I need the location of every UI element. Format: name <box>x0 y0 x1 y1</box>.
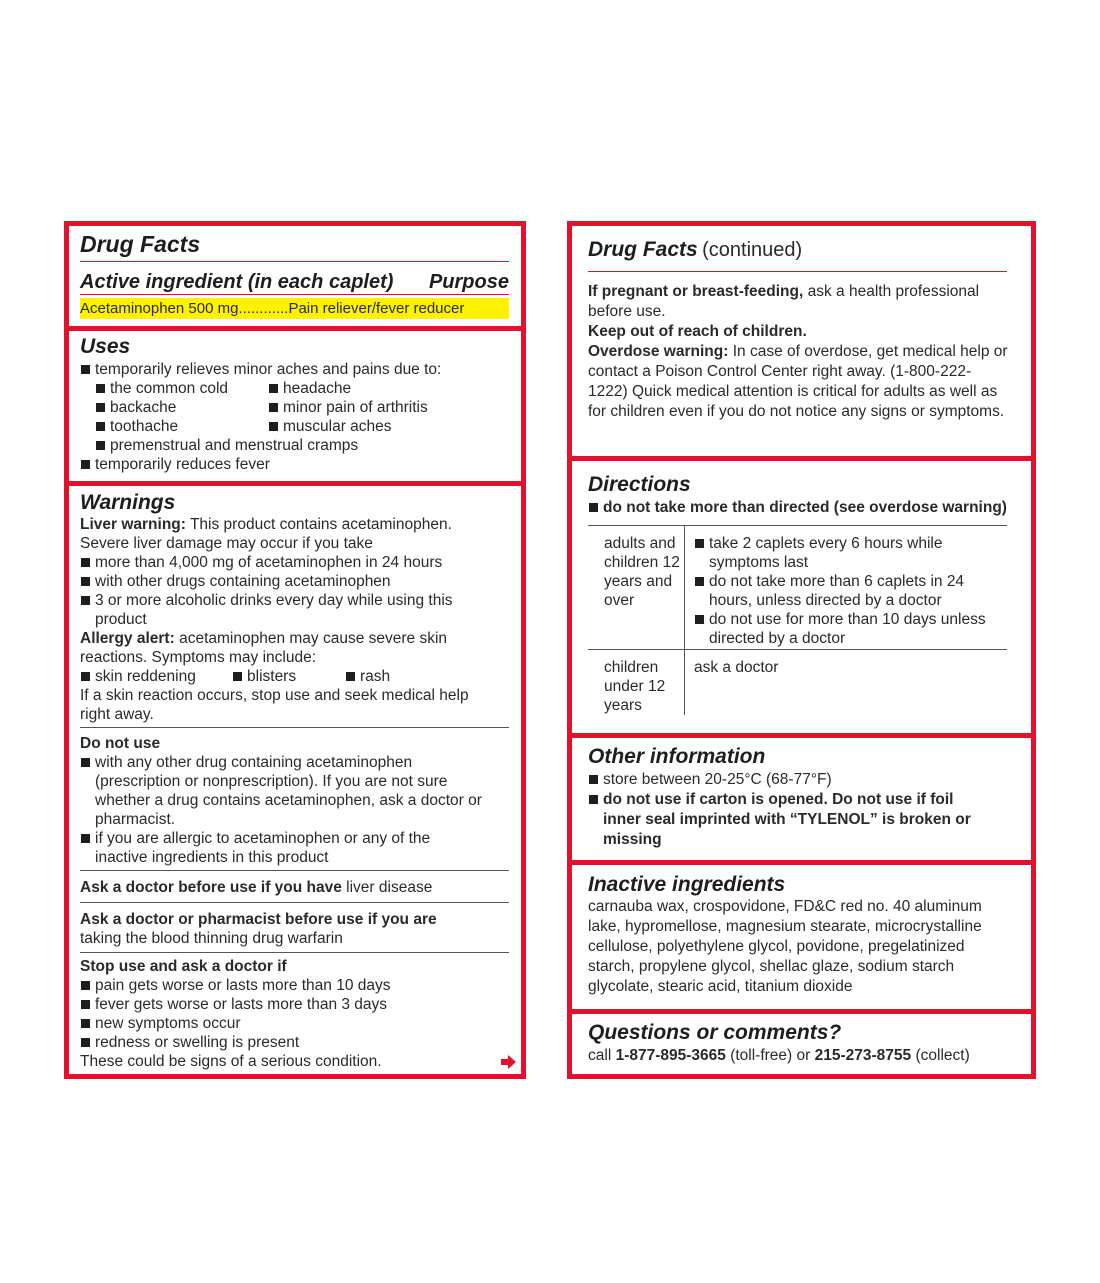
phone-toll-free[interactable]: 1-877-895-3665 <box>615 1047 726 1064</box>
do-not-use-item: with any other drug containing acetaminophen (prescription or nonprescription). If you are not sure whether a drug contains acetaminophen, ask a doctor or pharmacist. <box>80 753 490 829</box>
divider <box>80 261 509 262</box>
drug-facts-title: Drug Facts <box>80 231 201 257</box>
continue-arrow-icon <box>501 1055 517 1069</box>
liver-warning: Liver warning: This product contains acetaminophen. Severe liver damage may occur if you take <box>80 516 452 552</box>
divider <box>80 870 509 871</box>
inactive-ingredients-text: carnauba wax, crospovidone, FD&C red no. 40 aluminum lake, hypromellose, magnesium stearate, microcrystalline cellulose, polyethylene glycol, povidone, pregelatinized starch, propylene glycol, shellac glaze, sodium starch glycolate, stearic acid, titanium dioxide <box>588 898 982 995</box>
use-item: backache <box>95 398 268 417</box>
seal-item: do not use if carton is opened. Do not use if foil inner seal imprinted with “TYLENOL” is broken or missing <box>588 790 978 850</box>
allergy-after: If a skin reaction occurs, stop use and seek medical help right away. <box>80 687 469 723</box>
adults-item: do not take more than 6 caplets in 24 hours, unless directed by a doctor <box>694 572 999 610</box>
divider <box>588 525 1007 526</box>
active-ingredient-line: Acetaminophen 500 mg............Pain reliever/fever reducer <box>80 298 509 319</box>
adults-item: take 2 caplets every 6 hours while symptoms last <box>694 534 999 572</box>
liver-item: more than 4,000 mg of acetaminophen in 24 hours <box>80 553 490 572</box>
divider <box>588 649 1007 650</box>
inactive-ingredients-title: Inactive ingredients <box>588 873 786 896</box>
divider <box>588 271 1007 272</box>
questions-title: Questions or comments? <box>588 1021 842 1044</box>
active-ingredient-header: Active ingredient (in each caplet) <box>80 271 394 293</box>
directions-section <box>572 461 1031 733</box>
inactive-ingredients-section <box>572 865 1031 1009</box>
purpose-header: Purpose <box>428 271 509 293</box>
stop-item: redness or swelling is present <box>80 1033 500 1052</box>
divider <box>80 727 509 728</box>
allergy-item: blisters <box>232 667 345 686</box>
drug-facts-panel-left <box>64 221 526 1079</box>
ask-doctor-line: Ask a doctor before use if you have liver disease <box>80 879 433 896</box>
allergy-alert-label: Allergy alert: <box>80 630 175 647</box>
stop-item: new symptoms occur <box>80 1014 500 1033</box>
liver-warning-label: Liver warning: <box>80 516 186 533</box>
use-item-cramps: premenstrual and menstrual cramps <box>95 436 500 455</box>
allergy-item: skin reddening <box>80 667 232 686</box>
stop-use-title: Stop use and ask a doctor if <box>80 958 287 975</box>
other-information-section <box>572 738 1031 860</box>
allergy-alert: Allergy alert: acetaminophen may cause severe skin reactions. Symptoms may include: <box>80 630 448 666</box>
warnings-section <box>69 486 521 1074</box>
stop-item: pain gets worse or lasts more than 10 days <box>80 976 500 995</box>
other-information-title: Other information <box>588 745 766 768</box>
warnings-title: Warnings <box>80 491 176 514</box>
drug-facts-panel-right <box>567 221 1036 1079</box>
adults-item: do not use for more than 10 days unless directed by a doctor <box>694 610 999 648</box>
active-ingredient-section <box>69 226 521 326</box>
divider <box>80 952 509 953</box>
phone-collect[interactable]: 215-273-8755 <box>814 1047 912 1064</box>
liver-item: with other drugs containing acetaminophen <box>80 572 490 591</box>
directions-title: Directions <box>588 473 691 496</box>
ask-pharmacist-line: Ask a doctor or pharmacist before use if you are taking the blood thinning drug warfarin <box>80 911 437 947</box>
uses-title: Uses <box>80 335 131 358</box>
use-item: toothache <box>95 417 268 436</box>
questions-call-line: call 1-877-895-3665 (toll-free) or 215-273-8755 (collect) <box>588 1047 970 1064</box>
stop-after: These could be signs of a serious condition. <box>80 1053 382 1070</box>
use-item: the common cold <box>95 379 268 398</box>
uses-grid <box>80 379 500 455</box>
uses-section <box>69 331 521 481</box>
pregnant-line: If pregnant or breast-feeding, ask a health professional before use. <box>588 283 980 320</box>
use-item-fever: temporarily reduces fever <box>80 455 500 474</box>
store-item: store between 20-25°C (68-77°F) <box>588 770 988 790</box>
divider <box>80 294 509 295</box>
allergy-items <box>80 667 490 686</box>
overdose-warning: Overdose warning: In case of overdose, get medical help or contact a Poison Control Center right away. (1-800-222-1222) Quick medical attention is critical for adults as well as for children even if you do not notice any signs or symptoms. <box>588 343 1008 420</box>
stop-item: fever gets worse or lasts more than 3 days <box>80 995 500 1014</box>
continued-section <box>572 226 1031 456</box>
children-label: children under 12 years <box>604 659 666 714</box>
do-not-use-title: Do not use <box>80 735 161 752</box>
keep-out-line: Keep out of reach of children. <box>588 323 807 340</box>
allergy-item: rash <box>345 667 390 686</box>
use-item: headache <box>268 379 351 398</box>
directions-lead: do not take more than directed (see overdose warning) <box>588 498 1033 517</box>
use-item: minor pain of arthritis <box>268 398 428 417</box>
use-item: muscular aches <box>268 417 392 436</box>
uses-intro: temporarily relieves minor aches and pains due to: <box>80 360 500 379</box>
questions-section <box>572 1014 1031 1074</box>
drug-facts-continued-title: Drug Facts (continued) <box>588 238 803 261</box>
do-not-use-item: if you are allergic to acetaminophen or any of the inactive ingredients in this product <box>80 829 480 867</box>
liver-item: 3 or more alcoholic drinks every day while using this product <box>80 591 475 629</box>
children-text: ask a doctor <box>694 659 779 676</box>
adults-label: adults and children 12 years and over <box>604 535 680 609</box>
divider <box>80 902 509 903</box>
table-column-divider <box>684 525 685 715</box>
